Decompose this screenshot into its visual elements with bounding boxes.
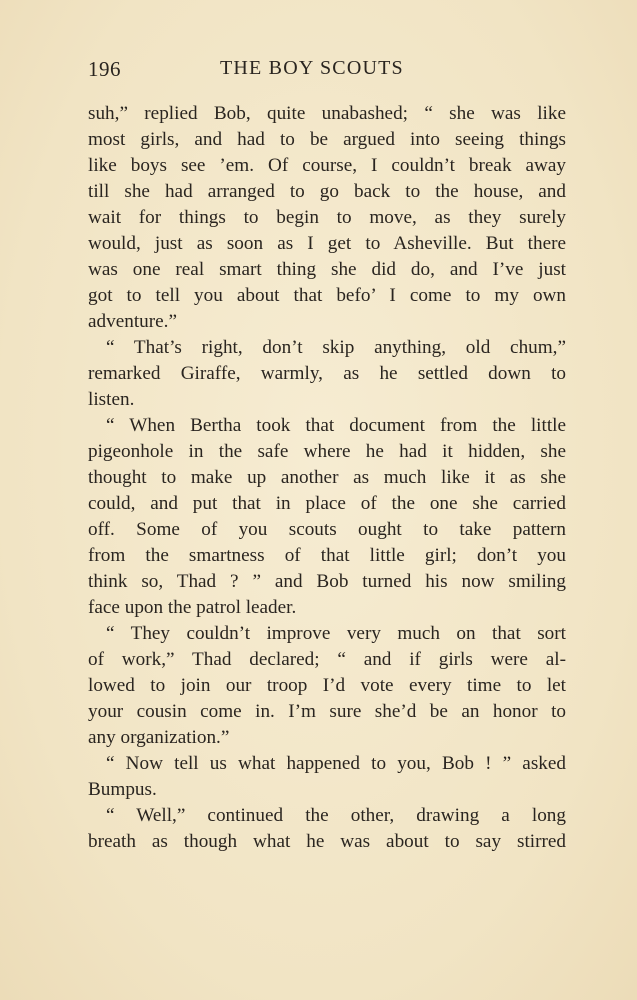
text-line: lowed to join our troop I’d vote every time to let	[88, 675, 566, 696]
text-line: most girls, and had to be argued into seeing things	[88, 129, 566, 150]
text-line: breath as though what he was about to say stirred	[88, 831, 566, 852]
text-line: was one real smart thing she did do, and I’ve just	[88, 259, 566, 280]
text-line: think so, Thad ? ” and Bob turned his now smiling	[88, 571, 566, 592]
text-line: off. Some of you scouts ought to take pattern	[88, 519, 566, 540]
body-text	[88, 101, 566, 855]
text-line: “ Well,” continued the other, drawing a long	[106, 805, 566, 826]
text-line: “ When Bertha took that document from the little	[106, 415, 566, 436]
text-line: got to tell you about that befo’ I come to my own	[88, 285, 566, 306]
text-line: “ That’s right, don’t skip anything, old chum,”	[106, 337, 566, 358]
text-line: “ Now tell us what happened to you, Bob ! ” asked	[106, 753, 566, 774]
text-line: wait for things to begin to move, as they surely	[88, 207, 566, 228]
text-line: any organization.”	[88, 727, 230, 748]
text-line: like boys see ’em. Of course, I couldn’t break away	[88, 155, 566, 176]
text-line: remarked Giraffe, warmly, as he settled down to	[88, 363, 566, 384]
text-line: adventure.”	[88, 311, 177, 332]
text-line: thought to make up another as much like it as she	[88, 467, 566, 488]
text-line: till she had arranged to go back to the house, and	[88, 181, 566, 202]
text-line: listen.	[88, 389, 135, 410]
text-line: face upon the patrol leader.	[88, 597, 297, 618]
running-title: THE BOY SCOUTS	[220, 57, 404, 79]
page-header	[88, 57, 566, 81]
text-line: from the smartness of that little girl; don’t you	[88, 545, 566, 566]
text-line: Bumpus.	[88, 779, 157, 800]
text-line: “ They couldn’t improve very much on that sort	[106, 623, 566, 644]
text-line: pigeonhole in the safe where he had it hidden, she	[88, 441, 566, 462]
text-line: would, just as soon as I get to Asheville. But there	[88, 233, 566, 254]
page-number: 196	[88, 57, 121, 81]
text-line: could, and put that in place of the one she carried	[88, 493, 566, 514]
text-line: of work,” Thad declared; “ and if girls were al-	[88, 649, 566, 670]
text-line: your cousin come in. I’m sure she’d be an honor to	[88, 701, 566, 722]
text-line: suh,” replied Bob, quite unabashed; “ she was like	[88, 103, 566, 124]
